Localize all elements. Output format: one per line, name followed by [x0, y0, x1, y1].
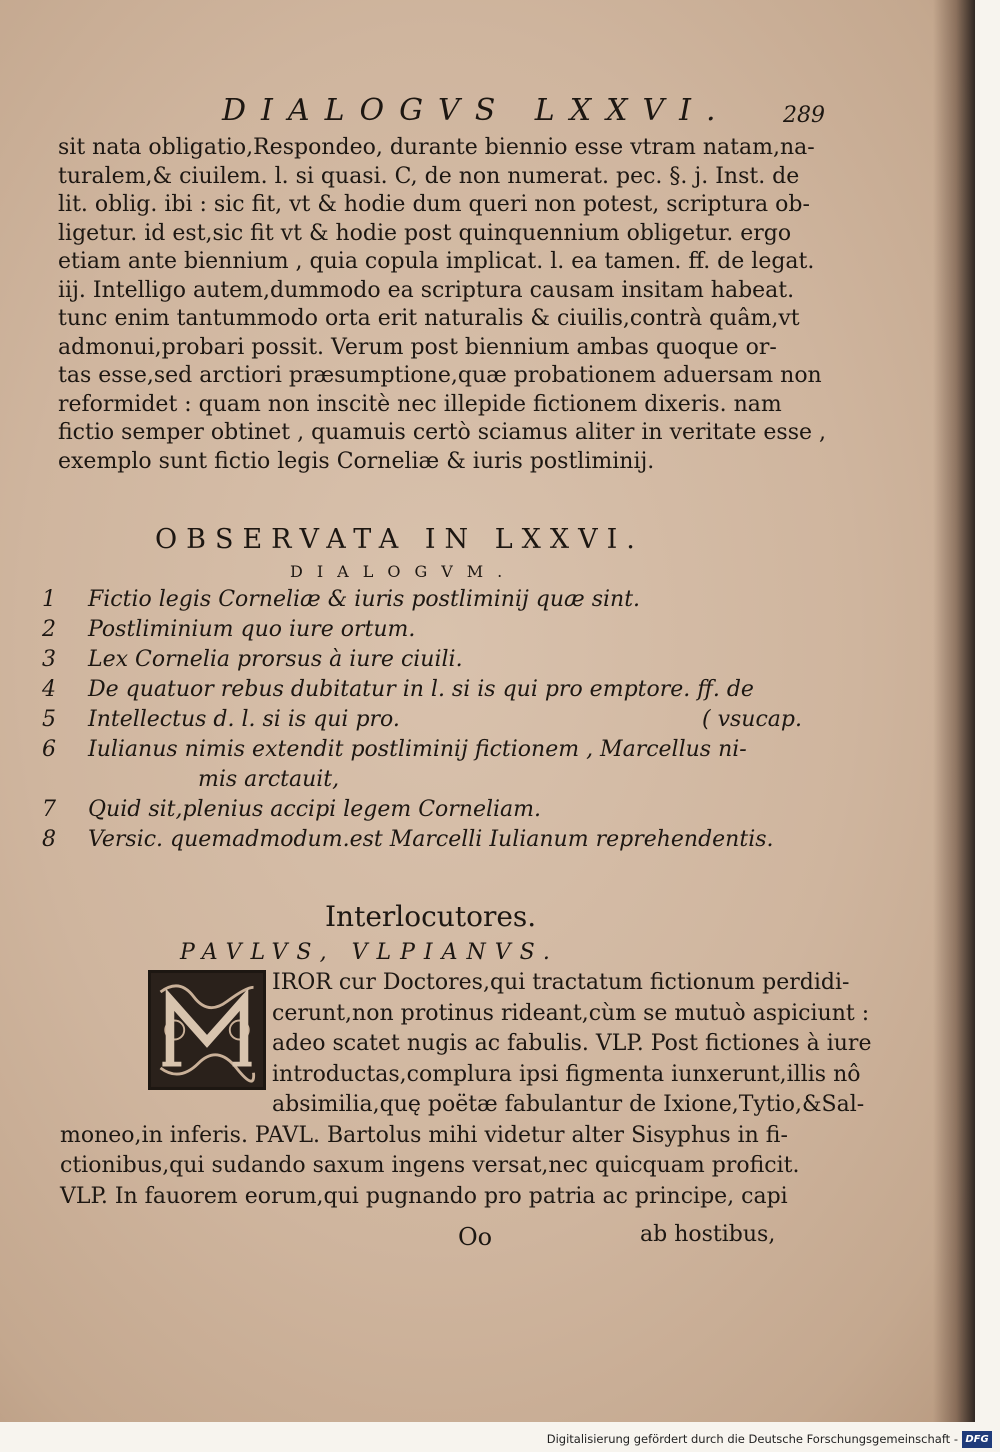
page-number: 289 [783, 103, 825, 128]
body-line: iij. Intelligo autem,dummodo ea scriptura causam insitam habeat. [58, 277, 795, 303]
body-line: ligetur. id est,sic fit vt & hodie post quinquennium obligetur. ergo [58, 220, 792, 246]
summary-item-text: Quid sit,plenius accipi legem Corneliam. [88, 797, 542, 822]
body-line: exemplo sunt fictio legis Corneliæ & iuris postliminij. [58, 448, 655, 474]
summary-item-number: 5 [42, 707, 56, 732]
summary-item [42, 795, 802, 825]
summary-item-text: Intellectus d. l. si is qui pro. [88, 707, 400, 732]
dialogue-line: IROR cur Doctores,qui tractatum fictionum perdidi- [272, 970, 850, 995]
dialogue-line: introductas,complura ipsi figmenta iunxerunt,illis nô [272, 1061, 861, 1087]
body-line: reformidet : quam non inscitè nec illepide fictionem dixeris. nam [58, 391, 782, 417]
catchword: ab hostibus, [640, 1222, 776, 1247]
summary-item [42, 735, 802, 795]
dialogue-text [60, 968, 872, 1212]
dialogue-line: cerunt,non protinus rideant,cùm se mutuò aspiciunt : [272, 1000, 870, 1026]
summary-item-number: 7 [42, 797, 56, 822]
summary-item-text: Postliminium quo iure ortum. [88, 617, 416, 642]
summary-item-text: Fictio legis Corneliæ & iuris postliminij quæ sint. [88, 587, 641, 612]
summary-item-text: Lex Cornelia prorsus à iure ciuili. [88, 647, 463, 672]
summary-item-text: De quatuor rebus dubitatur in l. si is qui pro emptore. ff. de [88, 677, 754, 702]
summary-item [42, 615, 802, 645]
footer-bar [0, 1422, 1000, 1452]
dialogue-line: VLP. In fauorem eorum,qui pugnando pro patria ac principe, capi [60, 1183, 788, 1209]
body-text [58, 134, 827, 476]
summary-item [42, 825, 802, 855]
summary-item [42, 645, 802, 675]
summary-item [42, 675, 802, 705]
summary-item-text: Versic. quemadmodum.est Marcelli Iulianum reprehendentis. [88, 827, 774, 852]
running-head-title: DIALOGVS LXXVI. [222, 93, 731, 128]
summary-item-number: 6 [42, 737, 56, 762]
summary-item-tail: ( vsucap. [702, 707, 802, 732]
dialogue-line: absimilia,quę poëtæ fabulantur de Ixione,Tytio,&Sal- [272, 1092, 865, 1117]
footer-credit: Digitalisierung gefördert durch die Deutsche Forschungsgemeinschaft - [546, 1432, 958, 1446]
body-line: lit. oblig. ibi : sic fit, vt & hodie dum queri non potest, scriptura ob- [58, 192, 810, 217]
summary-item-number: 8 [42, 827, 56, 852]
running-head [0, 93, 960, 133]
summary-item-number: 4 [42, 677, 56, 702]
dialogue-line: moneo,in inferis. PAVL. Bartolus mihi videtur alter Sisyphus in fi- [60, 1122, 788, 1148]
summary-item-continuation: mis arctauit, [198, 767, 340, 792]
speakers-line: PAVLVS, VLPIANVS. [180, 940, 559, 965]
summary-item-number: 3 [42, 647, 56, 672]
dialogue-line: adeo scatet nugis ac fabulis. VLP. Post fictiones à iure [272, 1031, 872, 1056]
summary-item-number: 1 [42, 587, 56, 612]
body-line: fictio semper obtinet , quamuis certò sciamus aliter in veritate esse , [58, 420, 827, 445]
page-gutter-shadow [933, 0, 975, 1422]
dialogue-line: ctionibus,qui sudando saxum ingens versat,nec quicquam proficit. [60, 1153, 800, 1178]
interlocutores-heading: Interlocutores. [325, 900, 537, 933]
summary-item [42, 585, 802, 615]
summary-item [42, 705, 802, 735]
body-line: etiam ante biennium , quia copula implicat. l. ea tamen. ff. de legat. [58, 249, 815, 274]
signature-mark: Oo [458, 1223, 493, 1251]
body-line: tas esse,sed arctiori præsumptione,quæ probationem aduersam non [58, 363, 822, 388]
dfg-logo-icon: DFG [962, 1431, 992, 1448]
body-line: turalem,& ciuilem. l. si quasi. C, de non numerat. pec. §. j. Inst. de [58, 163, 800, 189]
body-line: tunc enim tantummodo orta erit naturalis & ciuilis,contrà quâm,vt [58, 306, 800, 331]
summary-list [42, 585, 802, 855]
summary-item-number: 2 [42, 617, 56, 642]
section-subheading: DIALOGVM. [290, 562, 517, 581]
section-heading: OBSERVATA IN LXXVI. [155, 524, 644, 555]
summary-item-text: Iulianus nimis extendit postliminij fictionem , Marcellus ni- [88, 737, 747, 762]
body-line: admonui,probari possit. Verum post biennium ambas quoque or- [58, 334, 777, 360]
body-line: sit nata obligatio,Respondeo, durante biennio esse vtram natam,na- [58, 135, 815, 160]
